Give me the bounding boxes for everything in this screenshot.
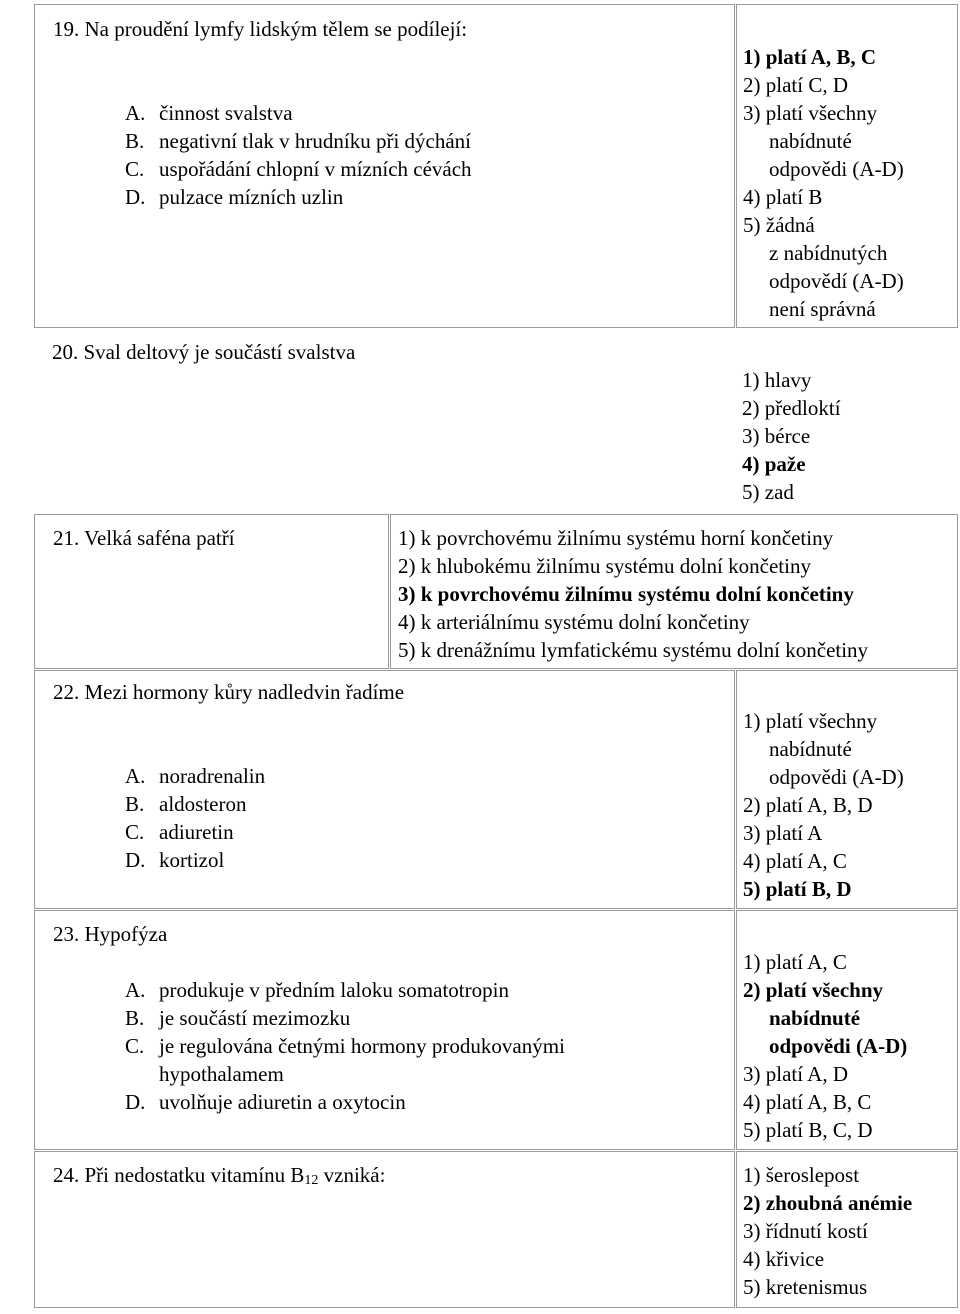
q20-question: 20. Sval deltový je součástí svalstva (52, 340, 356, 364)
q22-answer-1-cont2: odpovědi (A-D) (769, 765, 904, 789)
q19-answer-5-cont2: odpovědí (A-D) (769, 269, 904, 293)
q23-answer-1: 1) platí A, C (743, 950, 847, 974)
q19-answer-5: 5) žádná (743, 213, 815, 237)
q21-answer-4: 4) k arteriálnímu systému dolní končetiny (398, 610, 750, 634)
q19-answer-2: 2) platí C, D (743, 73, 848, 97)
q24-answers-cell (736, 1151, 958, 1308)
q23-question: 23. Hypofýza (53, 922, 168, 946)
q21-answers-cell (390, 514, 958, 669)
q23-answer-2: 2) platí všechny (743, 978, 884, 1002)
q20-answer-3: 3) bérce (742, 424, 811, 448)
q20-answer-1: 1) hlavy (742, 368, 812, 392)
q19-option-a: A. činnost svalstva (125, 101, 293, 125)
q24-answer-2: 2) zhoubná anémie (743, 1191, 913, 1215)
q24-subscript: 12 (304, 1173, 319, 1188)
q19-answer-3-cont: nabídnuté (769, 129, 852, 153)
q22-answer-4: 4) platí A, C (743, 849, 847, 873)
q19-answer-3-cont2: odpovědi (A-D) (769, 157, 904, 181)
q23-question-cell (34, 910, 735, 1150)
q23-answer-3: 3) platí A, D (743, 1062, 848, 1086)
q23-option-b: B. je součástí mezimozku (125, 1006, 351, 1030)
q19-answer-5-cont: z nabídnutých (769, 241, 888, 265)
q19-question: 19. Na proudění lymfy lidským tělem se podílejí: (53, 17, 468, 41)
q19-question-cell (34, 4, 735, 328)
q23-option-c: C. je regulována četnými hormony produkovanými (125, 1034, 565, 1058)
q19-option-d: D. pulzace mízních uzlin (125, 185, 344, 209)
q19-option-b: B. negativní tlak v hrudníku při dýchání (125, 129, 472, 153)
q24-answer-1: 1) šeroslepost (743, 1163, 860, 1187)
q23-answers-cell (736, 910, 958, 1150)
q22-question-cell (34, 670, 735, 909)
q19-answer-5-cont3: není správná (769, 297, 876, 321)
q21-question-cell (34, 514, 389, 669)
q19-answers-cell (736, 4, 958, 328)
q22-option-c: C. adiuretin (125, 820, 234, 844)
q24-answer-3: 3) řídnutí kostí (743, 1219, 868, 1243)
q24-question-cell (34, 1151, 735, 1308)
q22-answer-5: 5) platí B, D (743, 877, 852, 901)
q24-question: 24. Při nedostatku vitamínu $B_{12}$ vzniká: (53, 1163, 386, 1188)
q20-answers-cell (736, 330, 958, 510)
q22-question: 22. Mezi hormony kůry nadledvin řadíme (53, 680, 405, 704)
q23-option-a: A. produkuje v předním laloku somatotropin (125, 978, 509, 1002)
q21-answer-1: 1) k povrchovému žilnímu systému horní končetiny (398, 526, 834, 550)
q21-question: 21. Velká saféna patří (53, 526, 235, 550)
q22-option-a: A. noradrenalin (125, 764, 266, 788)
q22-option-d: D. kortizol (125, 848, 225, 872)
q19-option-c: C. uspořádání chlopní v mízních cévách (125, 157, 472, 181)
q19-answer-1: 1) platí A, B, C (743, 45, 877, 69)
q22-answer-1: 1) platí všechny (743, 709, 878, 733)
q19-answer-4: 4) platí B (743, 185, 823, 209)
q22-answer-2: 2) platí A, B, D (743, 793, 873, 817)
q20-question-cell (34, 330, 735, 510)
q19-answer-3: 3) platí všechny (743, 101, 878, 125)
q20-answer-5: 5) zad (742, 480, 794, 504)
q23-answer-5: 5) platí B, C, D (743, 1118, 873, 1142)
q22-answer-3: 3) platí A (743, 821, 823, 845)
q22-answer-1-cont: nabídnuté (769, 737, 852, 761)
q21-answer-3: 3) k povrchovému žilnímu systému dolní končetiny (398, 582, 854, 606)
q23-answer-2-cont: nabídnuté (769, 1006, 861, 1030)
q20-answer-2: 2) předloktí (742, 396, 841, 420)
q22-answers-cell (736, 670, 958, 909)
q23-option-d: D. uvolňuje adiuretin a oxytocin (125, 1090, 406, 1114)
q23-answer-2-cont2: odpovědi (A-D) (769, 1034, 908, 1058)
q20-answer-4: 4) paže (742, 452, 806, 476)
q23-option-c-cont: hypothalamem (159, 1062, 284, 1086)
q22-option-b: B. aldosteron (125, 792, 247, 816)
q24-answer-4: 4) křivice (743, 1247, 825, 1271)
q23-answer-4: 4) platí A, B, C (743, 1090, 872, 1114)
q21-answer-2: 2) k hlubokému žilnímu systému dolní končetiny (398, 554, 811, 578)
q21-answer-5: 5) k drenážnímu lymfatickému systému dolní končetiny (398, 638, 869, 662)
q24-answer-5: 5) kretenismus (743, 1275, 868, 1299)
